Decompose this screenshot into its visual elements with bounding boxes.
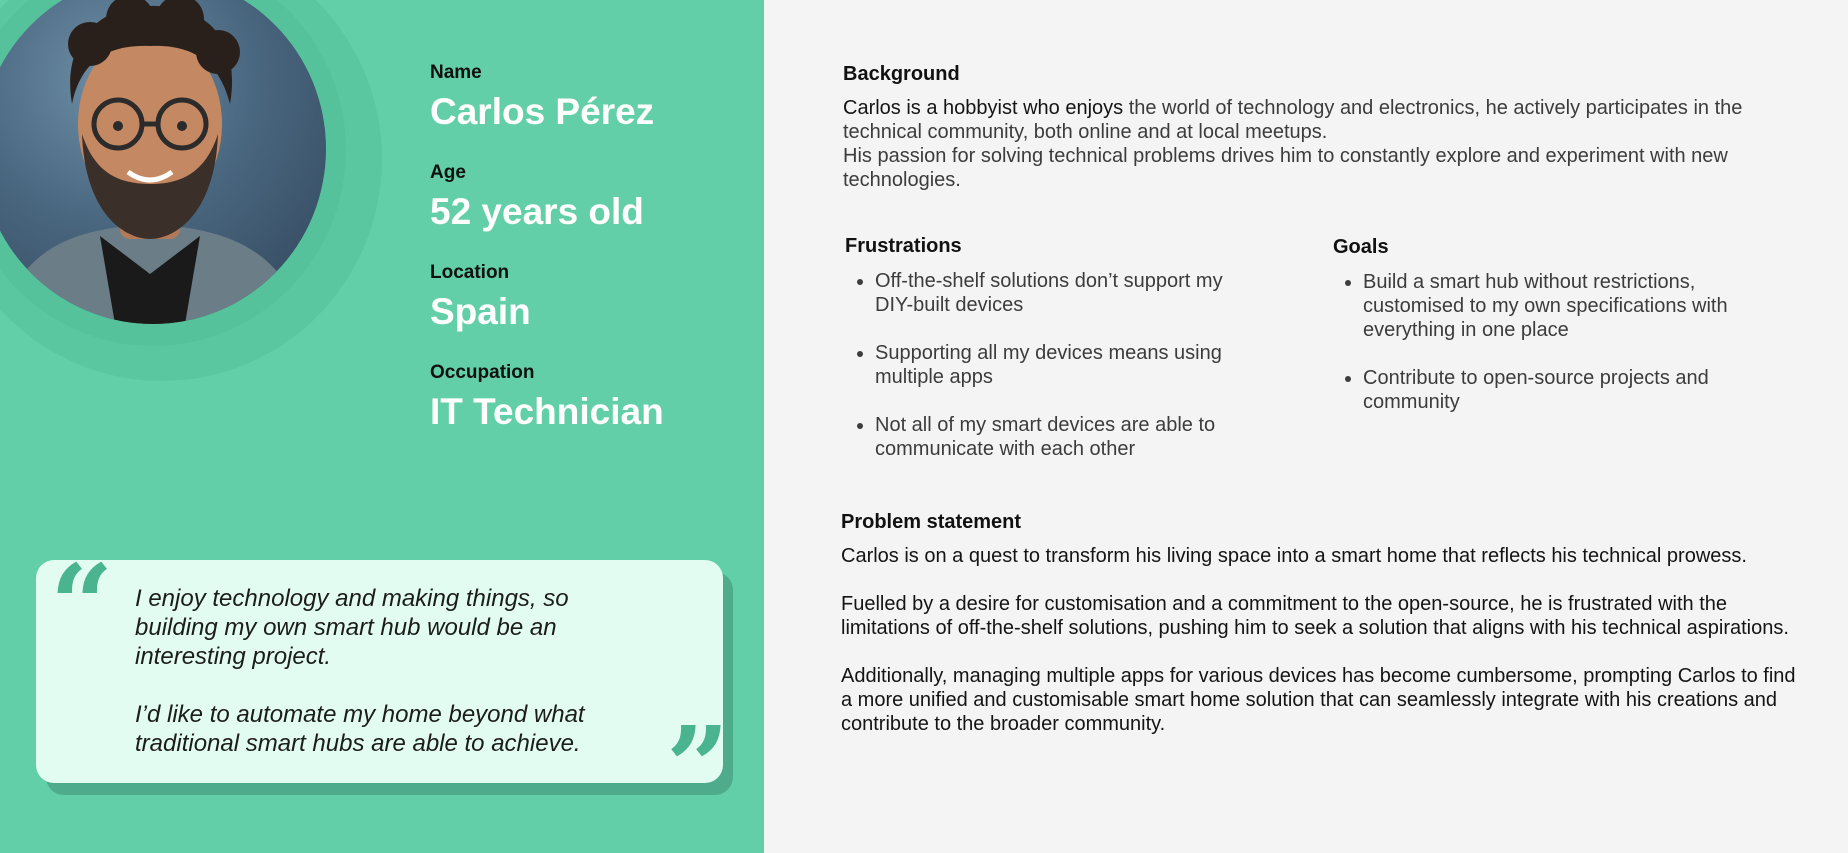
quote-text — [135, 584, 655, 758]
list-item: • Build a smart hub without restrictions, customised to my own specifications with everything in one place — [1363, 270, 1731, 342]
close-quote-icon: ” — [666, 702, 730, 831]
list-item: • Supporting all my devices means using multiple apps — [875, 341, 1243, 389]
problem-paragraph: Additionally, managing multiple apps for various devices has become cumbersome, prompting Carlos to find a more unified and customisable smart home solution that can seamlessly integrate with his creations and contribute to the broader community. — [841, 665, 1796, 735]
occupation-value: IT Technician — [430, 391, 664, 432]
quote-paragraph: I’d like to automate my home beyond what traditional smart hubs are able to achieve. — [135, 701, 585, 757]
background-heading: Background — [843, 63, 960, 85]
goals-list — [1331, 270, 1731, 438]
background-text — [843, 96, 1803, 192]
open-quote-icon: “ — [50, 540, 114, 669]
problem-paragraph: Fuelled by a desire for customisation and a commitment to the open-source, he is frustrated with the limitations of off-the-shelf solutions, pushing him to seek a solution that aligns with his technical aspirations. — [841, 593, 1789, 639]
quote-paragraph: I enjoy technology and making things, so building my own smart hub would be an interesting project. — [135, 585, 569, 670]
age-value: 52 years old — [430, 191, 644, 232]
problem-paragraph: Carlos is on a quest to transform his living space into a smart home that reflects his technical prowess. — [841, 545, 1747, 567]
location-value: Spain — [430, 291, 531, 332]
name-label: Name — [430, 62, 482, 83]
list-item: • Contribute to open-source projects and community — [1363, 366, 1731, 414]
problem-statement-text — [841, 544, 1801, 760]
quote-card — [36, 540, 730, 831]
goals-heading: Goals — [1333, 236, 1389, 258]
profile-panel — [0, 0, 764, 853]
background-paragraph — [843, 96, 1803, 144]
location-label: Location — [430, 262, 510, 283]
background-paragraph: His passion for solving technical problems drives him to constantly explore and experiment with new technologies. — [843, 145, 1728, 191]
frustrations-list — [843, 269, 1243, 485]
background-rest: the world of technology and electronics, he actively participates in the technical community, both online and at local meetups. — [843, 97, 1743, 143]
background-lead: Carlos is a hobbyist who enjoys — [843, 97, 1124, 119]
occupation-label: Occupation — [430, 362, 535, 383]
list-item: • Off-the-shelf solutions don’t support my DIY-built devices — [875, 269, 1243, 317]
list-item: • Not all of my smart devices are able to communicate with each other — [875, 413, 1243, 461]
age-label: Age — [430, 162, 466, 183]
problem-statement-heading: Problem statement — [841, 511, 1022, 533]
name-value: Carlos Pérez — [430, 91, 655, 132]
frustrations-heading: Frustrations — [845, 235, 962, 257]
